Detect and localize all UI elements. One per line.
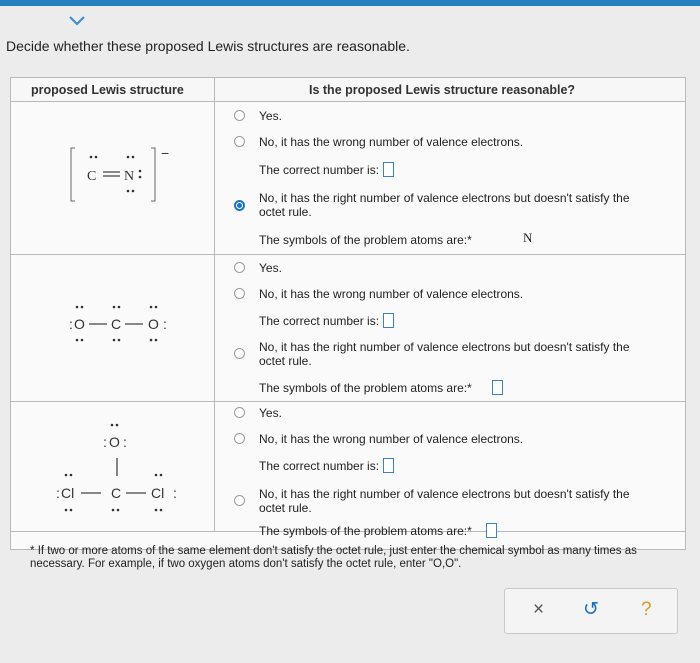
colon-o: : (103, 434, 107, 450)
radio-wrong-3[interactable] (234, 433, 245, 444)
symbols-input-3[interactable] (486, 523, 497, 538)
option-yes-3: Yes. (259, 406, 282, 420)
colon-o-right: : (123, 434, 127, 450)
footnote-text: If two or more atoms of the same element don't satisfy the octet rule, just enter the chemical symbol as many times as necessary. For example, if two oxygen atoms don't satisfy the octet rule, enter "O,O". (30, 545, 637, 570)
radio-yes-2[interactable] (234, 262, 245, 273)
atom-c-center: C (111, 485, 122, 501)
correct-number-input-3[interactable] (383, 458, 394, 473)
colon-cl-left: : (56, 485, 60, 501)
option-wrong-3: No, it has the wrong number of valence electrons. (259, 432, 524, 446)
colon-right: : (163, 316, 167, 332)
atom-o-top: O (109, 434, 120, 450)
radio-octet-2[interactable] (234, 348, 245, 359)
octet-text-line2: octet rule. (259, 205, 312, 219)
footnote (30, 545, 680, 571)
radio-wrong-2[interactable] (234, 288, 245, 299)
atom-o-right: O (148, 316, 159, 332)
atom-n: N (124, 169, 135, 184)
radio-yes-1[interactable] (234, 110, 245, 121)
correct-number-input-2[interactable] (383, 313, 394, 328)
lewis-table (10, 77, 686, 550)
collapse-chevron-icon[interactable] (60, 8, 94, 34)
footnote-star: * (30, 545, 35, 557)
radio-octet-1-selected[interactable] (234, 200, 245, 211)
option-octet-2 (259, 340, 630, 368)
option-yes-2: Yes. (259, 261, 282, 275)
radio-yes-3[interactable] (234, 407, 245, 418)
octet-text-line2: octet rule. (259, 501, 312, 515)
symbols-label-2 (259, 380, 503, 395)
atom-o-left: O (74, 316, 85, 332)
correct-number-label: The correct number is: (259, 314, 380, 328)
column-divider (214, 78, 215, 531)
header-reasonable: Is the proposed Lewis structure reasonable? (309, 83, 576, 97)
ion-charge: − (161, 145, 170, 161)
symbols-answer-1[interactable]: N (523, 230, 533, 245)
symbols-label-text: The symbols of the problem atoms are:* (259, 381, 472, 395)
clear-button[interactable]: × (533, 599, 545, 620)
colon-left: : (69, 316, 73, 332)
top-accent-bar (0, 0, 700, 6)
octet-text-line1: No, it has the right number of valence electrons but doesn't satisfy the (259, 487, 630, 501)
atom-cl-left: Cl (61, 485, 75, 501)
octet-text-line2: octet rule. (259, 354, 312, 368)
correct-number-label: The correct number is: (259, 459, 380, 473)
symbols-label-text: The symbols of the problem atoms are:* (259, 524, 472, 538)
atom-cl-right: Cl (151, 485, 165, 501)
correct-number-label: The correct number is: (259, 163, 380, 177)
atom-c: C (111, 316, 122, 332)
octet-text-line1: No, it has the right number of valence electrons but doesn't satisfy the (259, 340, 630, 354)
option-octet-3 (259, 487, 630, 515)
answer-toolbar (504, 588, 678, 634)
correct-number-3 (259, 458, 394, 473)
radio-wrong-1[interactable] (234, 136, 245, 147)
header-structure: proposed Lewis structure (31, 83, 184, 97)
undo-button[interactable]: ↺ (583, 599, 599, 620)
option-yes-1: Yes. (259, 109, 282, 123)
correct-number-1 (259, 162, 394, 177)
help-button[interactable]: ? (641, 599, 652, 620)
option-octet-1 (259, 191, 630, 219)
correct-number-2 (259, 313, 394, 328)
option-wrong-1: No, it has the wrong number of valence electrons. (259, 135, 524, 149)
symbols-label-1: The symbols of the problem atoms are:* (259, 233, 472, 247)
octet-text-line1: No, it has the right number of valence electrons but doesn't satisfy the (259, 191, 630, 205)
structure-cocl2 (11, 78, 214, 538)
question-prompt: Decide whether these proposed Lewis structures are reasonable. (6, 38, 410, 54)
radio-octet-3[interactable] (234, 495, 245, 506)
symbols-input-2[interactable] (492, 380, 503, 395)
correct-number-input-1[interactable] (383, 162, 394, 177)
atom-c: C (87, 169, 97, 184)
option-wrong-2: No, it has the wrong number of valence electrons. (259, 287, 524, 301)
colon-cl-right: : (173, 485, 177, 501)
symbols-label-3 (259, 523, 497, 538)
